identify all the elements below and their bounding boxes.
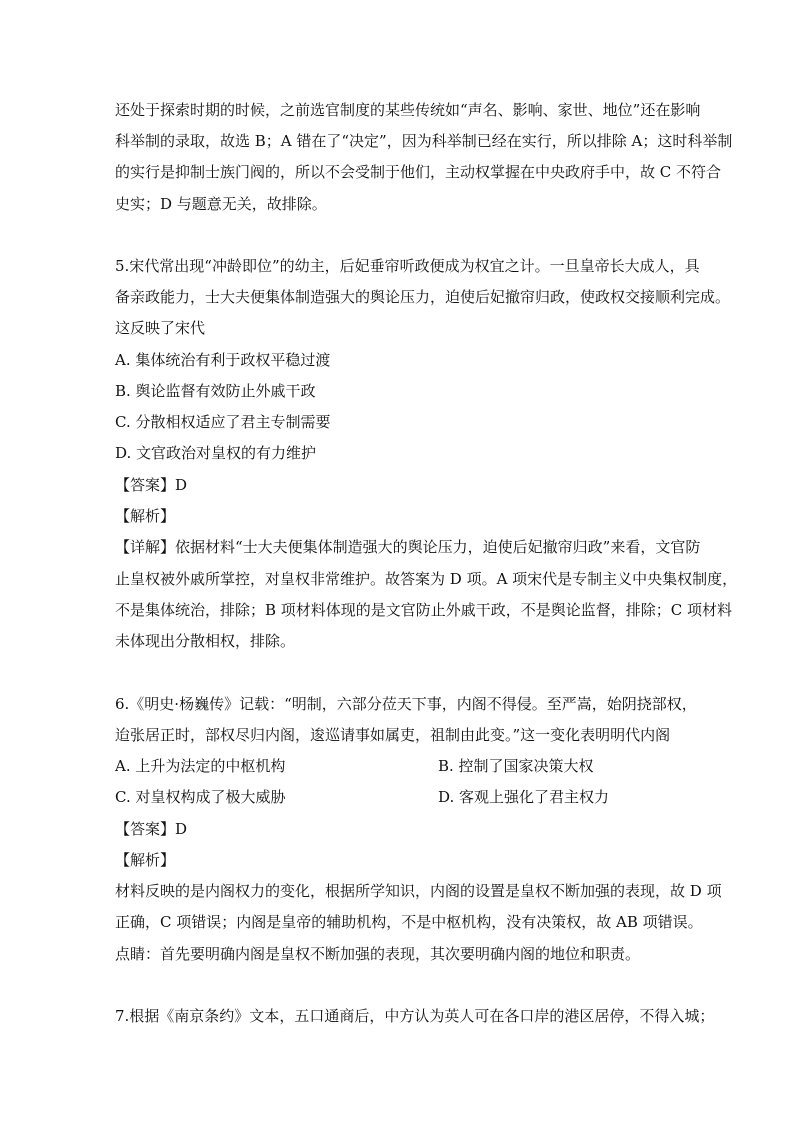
continuation-line: 科举制的录取，故选 B；A 错在了“决定”，因为科举制已经在实行，所以排除 A；这时科举制 xyxy=(115,132,733,150)
q5-analysis-line: 止皇权被外戚所掌控，对皇权非常维护。故答案为 D 项。A 项宋代是专制主义中央集权制度， xyxy=(115,570,738,588)
continuation-line: 的实行是抑制士族门阀的，所以不会受制于他们，主动权掌握在中央政府手中，故 C 不符合 xyxy=(115,163,722,181)
q5-stem-line: 5.宋代常出现“冲龄即位”的幼主，后妃垂帘听政便成为权宜之计。一旦皇帝长大成人，具 xyxy=(115,257,700,275)
q6-analysis-line: 材料反映的是内阁权力的变化，根据所学知识，内阁的设置是皇权不断加强的表现，故 D 项 xyxy=(115,882,722,900)
q5-analysis-line: 【详解】依据材料“士大夫便集体制造强大的舆论压力，迫使后妃撤帘归政”来看，文官防 xyxy=(115,538,701,556)
q6-option-b: B. 控制了国家决策大权 xyxy=(438,757,594,775)
q6-stem-line: 迨张居正时，部权尽归内阁，逡巡请事如属吏，祖制由此变。”这一变化表明明代内阁 xyxy=(115,726,671,744)
continuation-line: 史实；D 与题意无关，故排除。 xyxy=(115,195,327,213)
q6-option-a: A. 上升为法定的中枢机构 xyxy=(115,757,286,775)
q5-answer: 【答案】D xyxy=(115,476,188,494)
q5-stem-line: 备亲政能力，士大夫便集体制造强大的舆论压力，迫使后妃撤帘归政，使政权交接顺利完成。 xyxy=(115,288,731,306)
q5-option-b: B. 舆论监督有效防止外戚干政 xyxy=(115,382,316,400)
q5-stem-line: 这反映了宋代 xyxy=(115,319,206,337)
q6-options-row-2 xyxy=(115,787,285,807)
q6-analysis-line: 正确，C 项错误；内阁是皇帝的辅助机构，不是中枢机构，没有决策权，故 AB 项错误。 xyxy=(115,913,703,931)
q6-analysis-label: 【解析】 xyxy=(115,851,176,869)
continuation-line: 还处于探索时期的时候，之前选官制度的某些传统如“声名、影响、家世、地位”还在影响 xyxy=(115,101,701,119)
q5-option-a: A. 集体统治有利于政权平稳过渡 xyxy=(115,351,331,369)
q6-stem-line: 6.《明史·杨巍传》记载：“明制，六部分莅天下事，内阁不得侵。至严嵩，始阴挠部权， xyxy=(115,695,697,713)
q5-option-c: C. 分散相权适应了君主专制需要 xyxy=(115,413,331,431)
q5-analysis-label: 【解析】 xyxy=(115,507,176,525)
q5-analysis-line: 不是集体统治，排除；B 项材料体现的是文官防止外戚干政，不是舆论监督，排除；C 项材料 xyxy=(115,601,733,619)
q6-option-d: D. 客观上强化了君主权力 xyxy=(438,788,610,806)
q6-answer: 【答案】D xyxy=(115,820,188,838)
q6-options-row-1 xyxy=(115,756,285,776)
q7-stem-line: 7.根据《南京条约》文本，五口通商后，中方认为英人可在各口岸的港区居停，不得入城； xyxy=(115,1007,715,1025)
q5-option-d: D. 文官政治对皇权的有力维护 xyxy=(115,444,317,462)
q5-analysis-line: 未体现出分散相权，排除。 xyxy=(115,632,296,650)
q6-option-c: C. 对皇权构成了极大威胁 xyxy=(115,788,286,806)
q6-tip-line: 点睛：首先要明确内阁是皇权不断加强的表现，其次要明确内阁的地位和职责。 xyxy=(115,945,641,963)
